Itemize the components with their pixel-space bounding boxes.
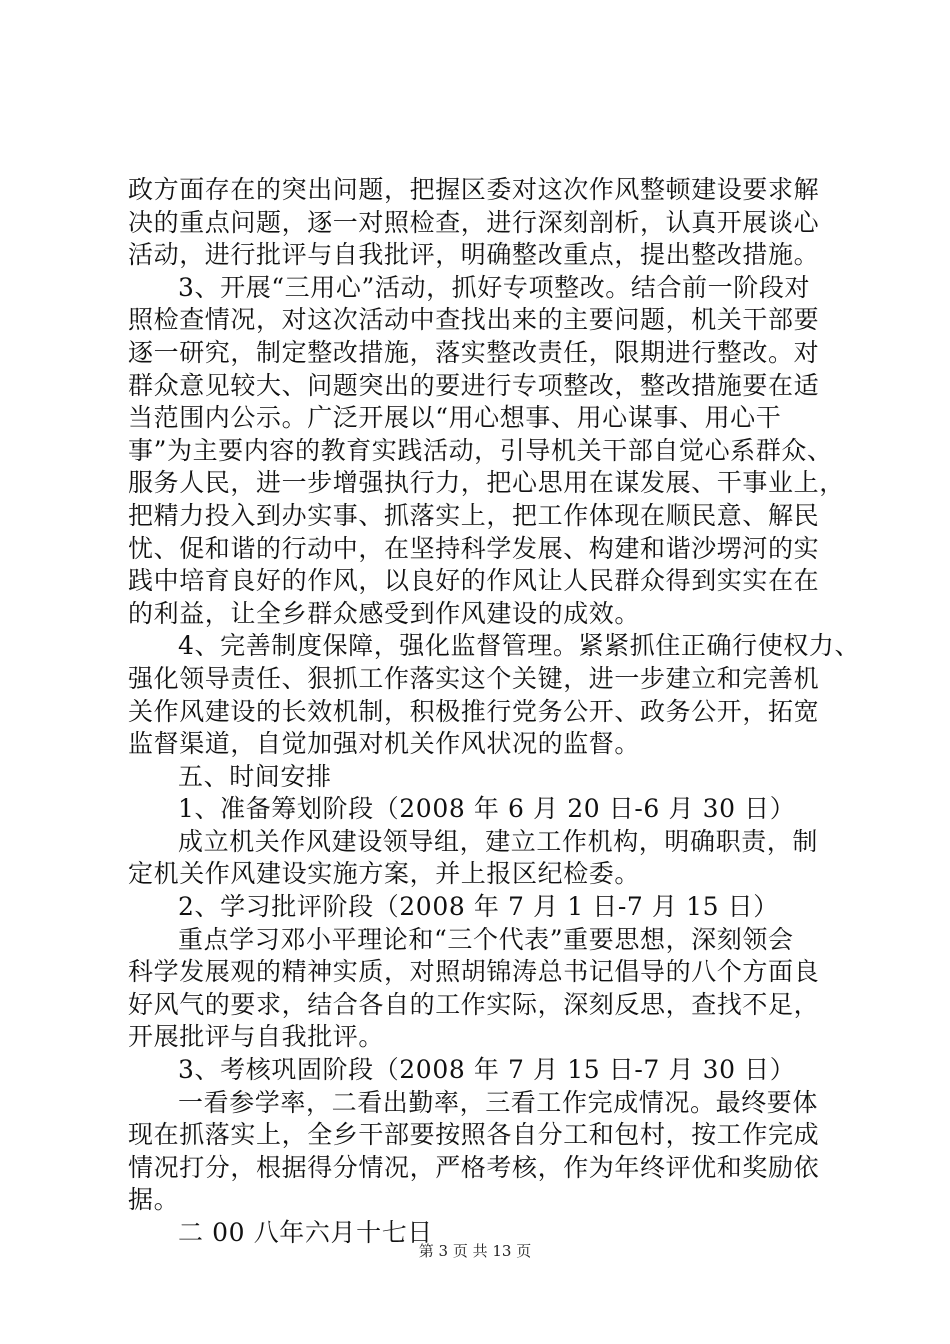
- text-line: 3、考核巩固阶段（2008 年 7 月 15 日-7 月 30 日）: [178, 1055, 796, 1085]
- text-line: 开展批评与自我批评。: [128, 1022, 385, 1052]
- page-number-footer: 第 3 页 共 13 页: [418, 1242, 532, 1260]
- text-line: 据。: [128, 1185, 180, 1215]
- text-line: 五、时间安排: [178, 761, 332, 791]
- text-line: 活动，进行批评与自我批评，明确整改重点，提出整改措施。: [128, 240, 820, 270]
- text-line: 政方面存在的突出问题，把握区委对这次作风整顿建设要求解: [128, 175, 820, 204]
- text-line: 的利益，让全乡群众感受到作风建设的成效。: [128, 598, 641, 628]
- text-line: 好风气的要求，结合各自的工作实际，深刻反思，查找不足，: [128, 989, 820, 1019]
- text-line: 成立机关作风建设领导组，建立工作机构，明确职责，制: [178, 826, 819, 856]
- text-line: 照检查情况，对这次活动中查找出来的主要问题，机关干部要: [128, 305, 820, 335]
- text-line: 二 00 八年六月十七日: [178, 1218, 433, 1247]
- text-line: 监督渠道，自觉加强对机关作风状况的监督。: [128, 729, 641, 759]
- text-line: 重点学习邓小平理论和“三个代表”重要思想，深刻领会: [178, 924, 794, 954]
- text-line: 践中培育良好的作风，以良好的作风让人民群众得到实实在在: [128, 566, 820, 596]
- text-line: 情况打分，根据得分情况，严格考核，作为年终评优和奖励依: [128, 1152, 820, 1182]
- text-line: 关作风建设的长效机制，积极推行党务公开、政务公开，拓宽: [128, 696, 820, 726]
- text-line: 事”为主要内容的教育实践活动，引导机关干部自觉心系群众、: [128, 435, 833, 465]
- text-line: 忧、促和谐的行动中，在坚持科学发展、构建和谐沙塄河的实: [128, 533, 820, 563]
- text-line: 4、完善制度保障，强化监督管理。紧紧抓住正确行使权力、: [178, 631, 861, 661]
- text-line: 当范围内公示。广泛开展以“用心想事、用心谋事、用心干: [128, 403, 782, 433]
- text-line: 现在抓落实上，全乡干部要按照各自分工和包村，按工作完成: [128, 1120, 820, 1150]
- text-line: 3、开展“三用心”活动，抓好专项整改。结合前一阶段对: [178, 272, 811, 302]
- text-line: 服务人民，进一步增强执行力，把心思用在谋发展、干事业上，: [128, 468, 845, 498]
- text-line: 科学发展观的精神实质，对照胡锦涛总书记倡导的八个方面良: [128, 957, 820, 987]
- text-line: 2、学习批评阶段（2008 年 7 月 1 日-7 月 15 日）: [178, 892, 779, 922]
- document-body: [128, 174, 861, 1250]
- text-line: 强化领导责任、狠抓工作落实这个关键，进一步建立和完善机: [128, 663, 820, 693]
- text-line: 群众意见较大、问题突出的要进行专项整改，整改措施要在适: [128, 370, 820, 400]
- text-line: 把精力投入到办实事、抓落实上，把工作体现在顺民意、解民: [128, 500, 820, 530]
- text-line: 逐一研究，制定整改措施，落实整改责任，限期进行整改。对: [128, 337, 820, 367]
- text-line: 1、准备筹划阶段（2008 年 6 月 20 日-6 月 30 日）: [178, 794, 796, 824]
- text-line: 一看参学率，二看出勤率，三看工作完成情况。最终要体: [178, 1087, 819, 1117]
- text-line: 决的重点问题，逐一对照检查，进行深刻剖析，认真开展谈心: [128, 207, 820, 237]
- text-line: 定机关作风建设实施方案，并上报区纪检委。: [128, 859, 641, 889]
